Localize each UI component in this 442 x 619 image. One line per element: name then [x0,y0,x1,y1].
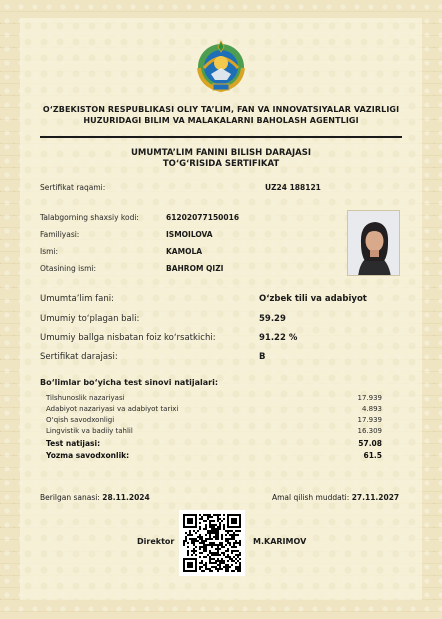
director-name: M.KARIMOV [253,537,307,546]
result-row [46,394,382,405]
qr-code-icon [183,514,241,572]
result-section-score: 4.893 [361,405,382,413]
result-row [46,405,382,416]
issue-date-label: Berilgan sanasi: [40,493,100,502]
writing-literacy-value: 61.5 [363,451,382,460]
percent-value: 91.22 % [259,333,298,343]
valid-until-label: Amal qilish muddati: [272,493,350,502]
total-score-value: 59.29 [259,314,286,324]
personal-code-label: Talabgorning shaxsiy kodi: [40,213,139,222]
writing-literacy-label: Yozma savodxonlik: [46,451,130,460]
issue-date [40,493,150,502]
result-section-name: Lingvistik va badiiy tahlil [46,427,133,435]
certificate-level-label: Sertifikat darajasi: [40,352,118,362]
certificate-title-line-1: UMUMTA’LIM FANINI BILISH DARAJASI [130,148,311,158]
header-divider [40,136,402,138]
writing-literacy-row [46,451,382,462]
subject-value: O‘zbek tili va adabiyot [259,294,367,304]
surname-value: ISMOILOVA [166,230,213,239]
total-score-label: Umumiy to‘plagan bali: [40,314,140,324]
organization-line-1: O‘ZBEKISTON RESPUBLIKASI OLIY TA’LIM, FAN VA INNOVATSIYALAR VAZIRLIGI [42,105,400,114]
subject-label: Umumta’lim fani: [40,294,114,304]
result-row [46,416,382,427]
result-section-score: 17.939 [357,394,382,402]
result-section-name: O‘qish savodxonligi [46,416,115,424]
person-photo-icon [348,211,400,276]
personal-code-value: 61202077150016 [166,213,240,222]
applicant-photo [347,210,400,276]
test-total-value: 57.08 [358,439,382,448]
percent-label: Umumiy ballga nisbatan foiz ko‘rsatkichi: [40,333,216,343]
patronymic-value: BAHROM QIZI [166,264,224,273]
valid-until [272,493,399,502]
certificate-number-label: Sertifikat raqami: [40,183,106,192]
qr-code[interactable] [179,510,245,576]
result-section-score: 17.939 [357,416,382,424]
result-row [46,427,382,438]
results-heading: Bo‘limlar bo‘yicha test sinovi natijalari: [40,378,219,387]
valid-until-value: 27.11.2027 [351,493,400,502]
certificate-title [30,148,412,170]
result-section-name: Adabiyot nazariyasi va adabiyot tarixi [46,405,179,413]
certificate-level-value: B [259,352,266,362]
director-label: Direktor [137,537,175,546]
result-section-name: Tilshunoslik nazariyasi [46,394,125,402]
result-section-score: 16.309 [357,427,382,435]
issue-date-value: 28.11.2024 [102,493,150,502]
certificate-number-value: UZ24 188121 [265,183,321,192]
surname-label: Familiyasi: [40,230,80,239]
state-emblem-icon [191,38,251,94]
first-name-value: KAMOLA [166,247,203,256]
first-name-label: Ismi: [40,247,59,256]
test-total-row [46,439,382,450]
organization-name [30,104,412,126]
patronymic-label: Otasining ismi: [40,264,97,273]
organization-line-2: HUZURIDAGI BILIM VA MALAKALARNI BAHOLASH AGENTLIGI [83,116,359,125]
certificate-title-line-2: TO‘G‘RISIDA SERTIFIKAT [162,159,280,169]
test-total-label: Test natijasi: [46,439,101,448]
